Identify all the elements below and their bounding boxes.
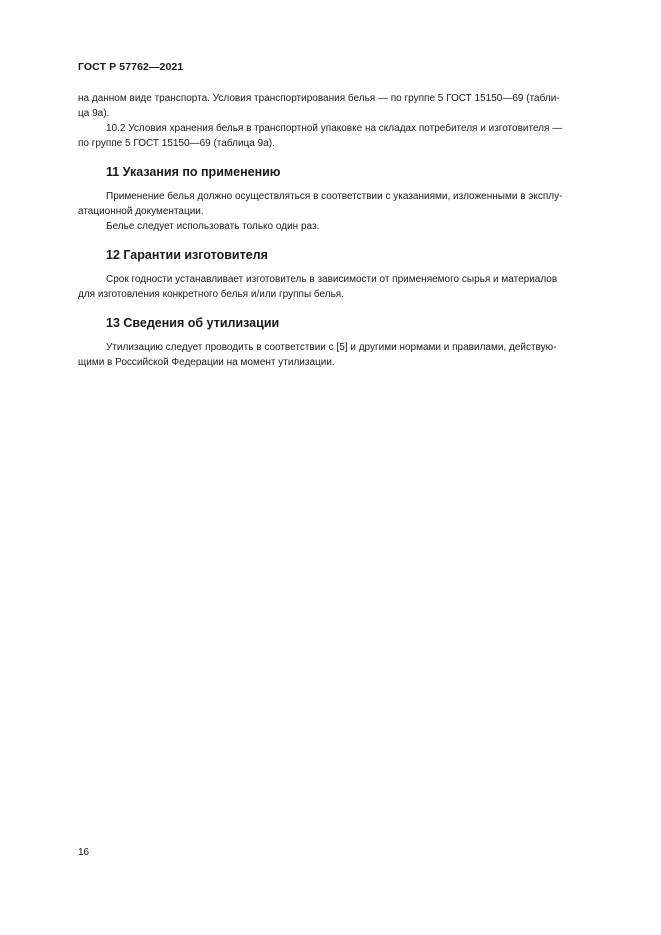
page-body — [78, 91, 616, 370]
text-line: ца 9а). — [78, 108, 110, 119]
text-line: Срок годности устанавливает изготовитель в зависимости от применяемого сырья и материалов — [106, 274, 558, 285]
text-line: щими в Российской Федерации на момент утилизации. — [78, 357, 335, 368]
text-line: Утилизацию следует проводить в соответствии с [5] и другими нормами и правилами, действую- — [106, 342, 557, 353]
paragraph — [78, 340, 616, 370]
paragraph — [78, 219, 616, 234]
section-title: 11 Указания по применению — [106, 165, 281, 179]
section-10-continuation — [78, 91, 616, 151]
section-title: 12 Гарантии изготовителя — [106, 248, 268, 262]
paragraph-10-2 — [78, 121, 616, 151]
paragraph — [78, 91, 616, 121]
paragraph — [78, 272, 616, 302]
text-line: для изготовления конкретного белья и/или группы белья. — [78, 289, 344, 300]
text-line: Применение белья должно осуществляться в соответствии с указаниями, изложенными в эксплу- — [106, 191, 563, 202]
text-line: Белье следует использовать только один раз. — [106, 221, 320, 232]
section-13 — [78, 315, 616, 370]
text-line: 10.2 Условия хранения белья в транспортной упаковке на складах потребителя и изготовителя — — [106, 123, 563, 134]
page-number: 16 — [78, 847, 90, 858]
section-11 — [78, 164, 616, 234]
text-line: атационной документации. — [78, 206, 204, 217]
section-12 — [78, 247, 616, 302]
text-line: по группе 5 ГОСТ 15150—69 (таблица 9а). — [78, 138, 275, 149]
section-title: 13 Сведения об утилизации — [106, 316, 280, 330]
paragraph — [78, 189, 616, 219]
document-header: ГОСТ Р 57762—2021 — [78, 61, 184, 73]
text-line: на данном виде транспорта. Условия транспортирования белья — по группе 5 ГОСТ 15150—69 (табли- — [78, 93, 560, 104]
